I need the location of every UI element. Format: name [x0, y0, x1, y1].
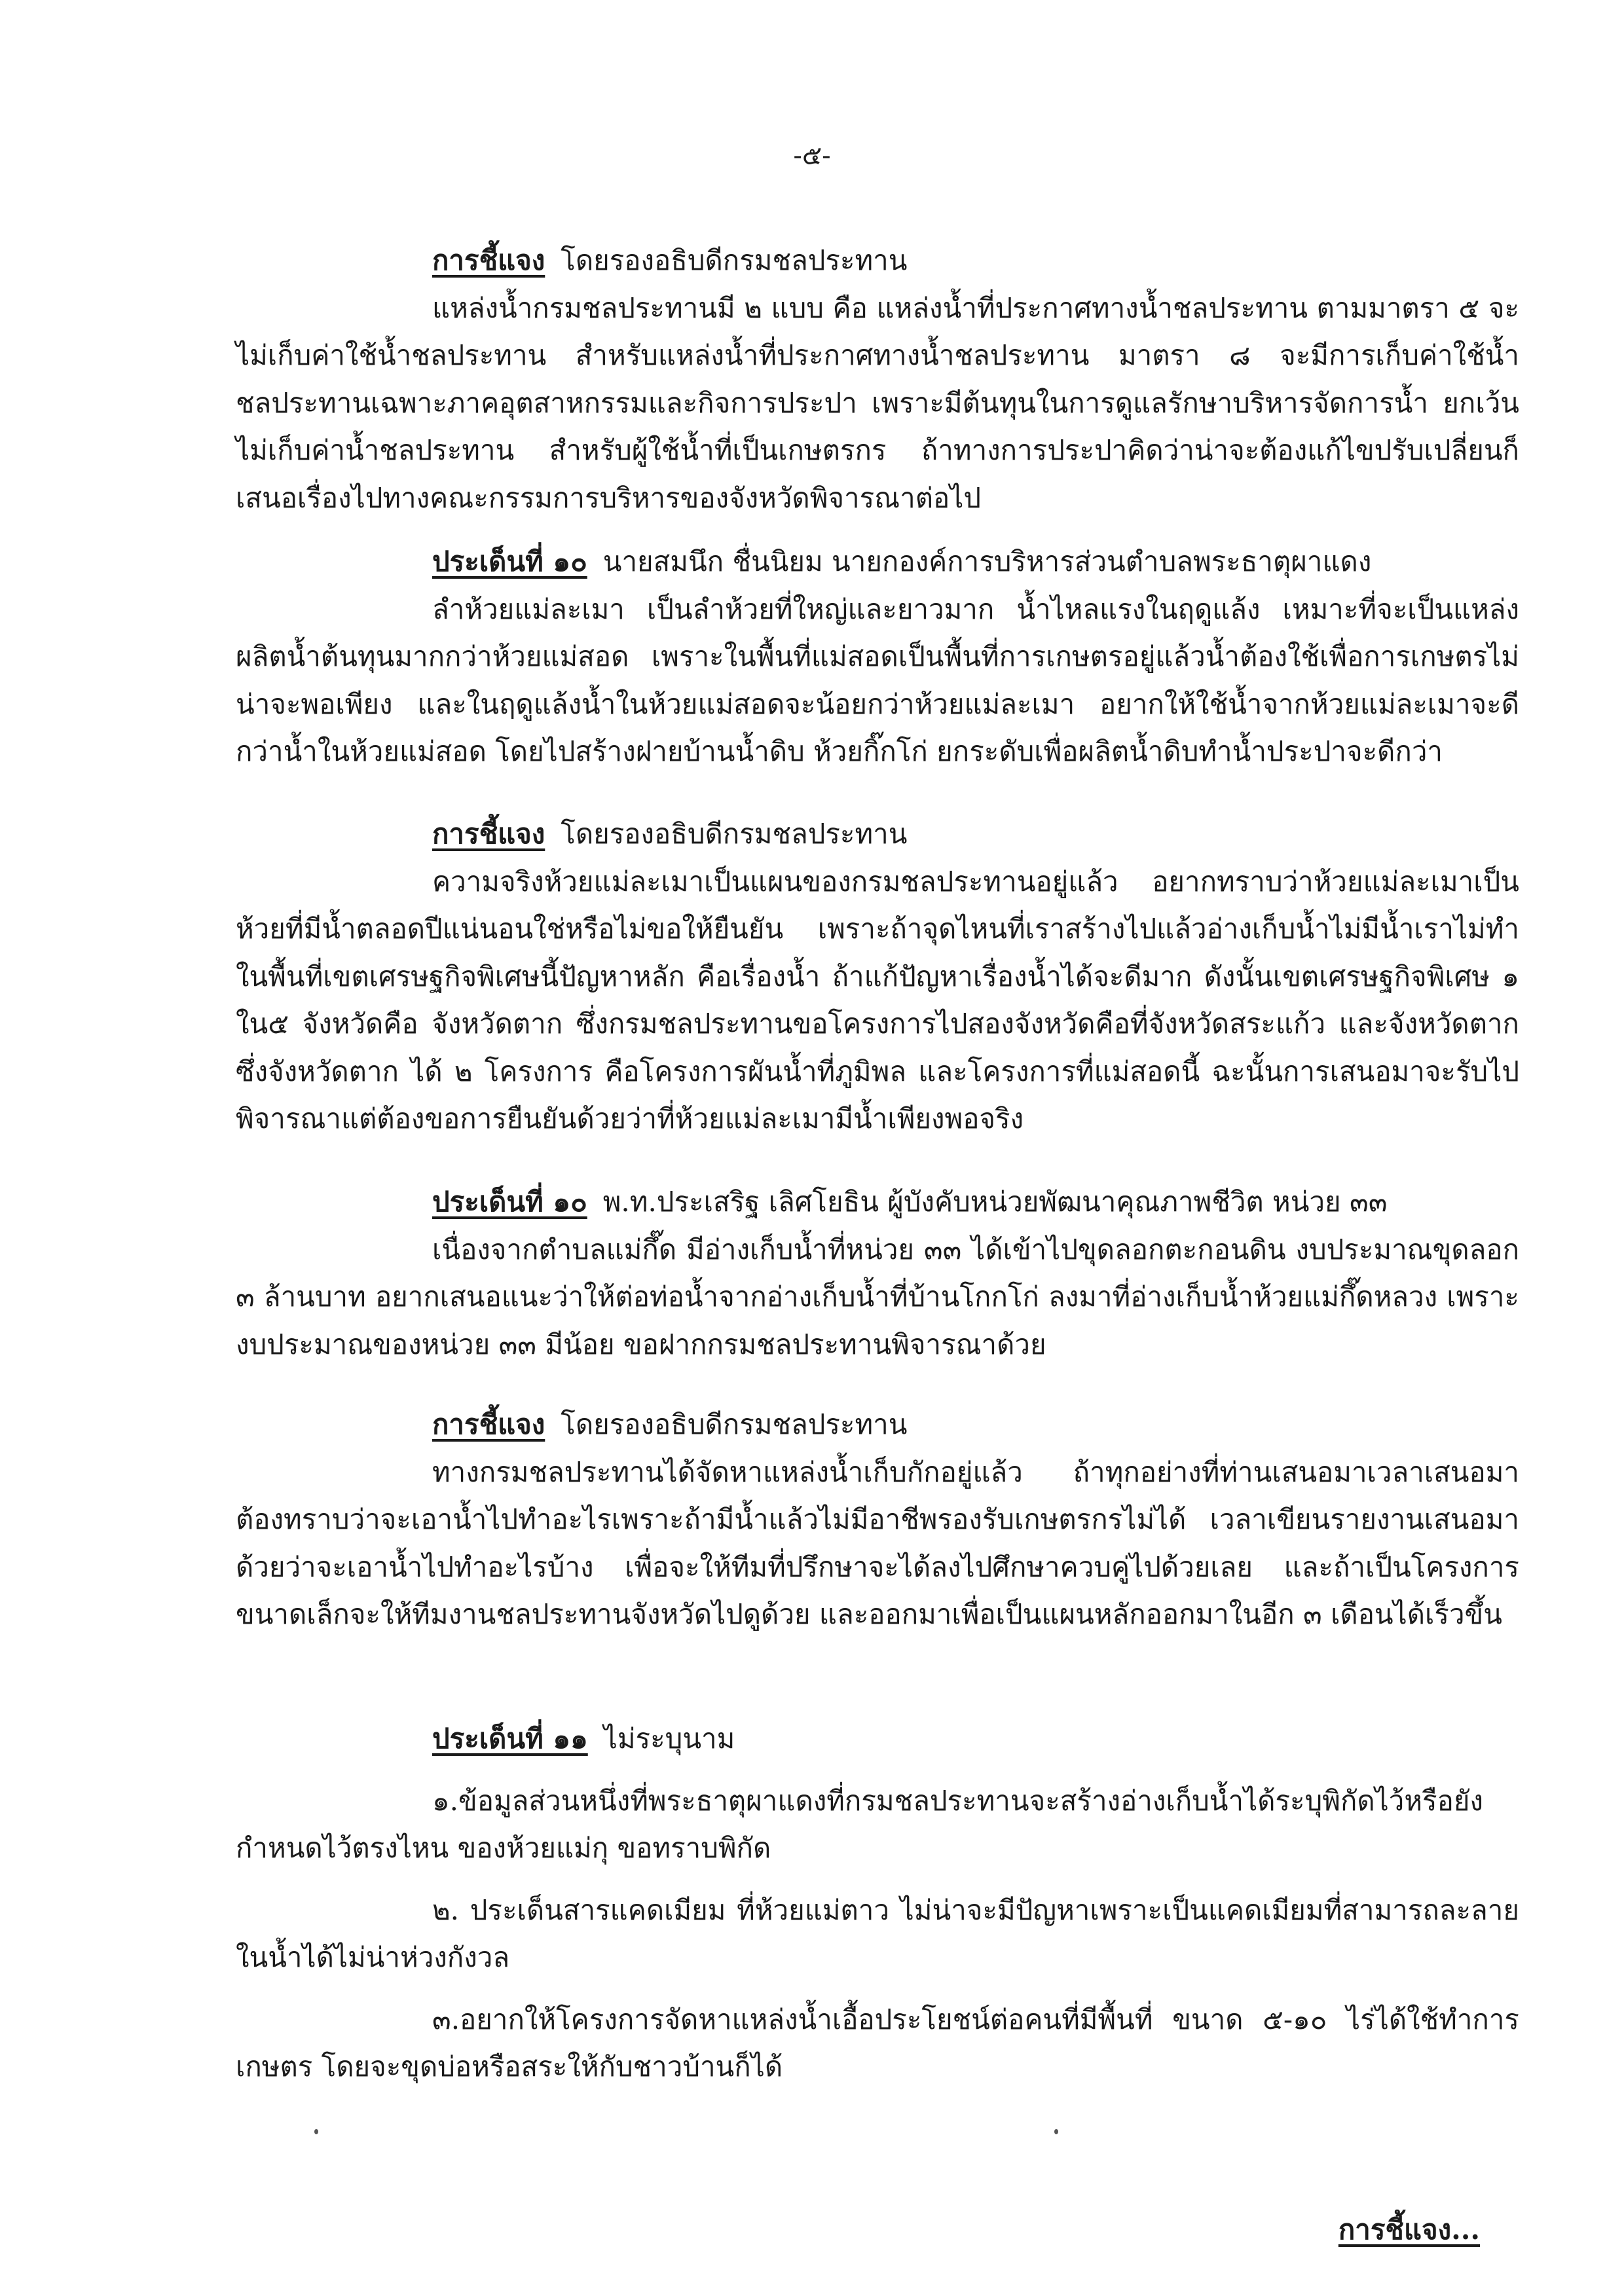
- list-item: ๒. ประเด็นสารแคดเมียม ที่ห้วยแม่ตาว ไม่น่าจะมีปัญหาเพราะเป็นแคดเมียมที่สามารถละลายในน้ำได้ไม่น่าห่วงกังวล: [236, 1893, 1519, 1973]
- list-item: ๓.อยากให้โครงการจัดหาแหล่งน้ำเอื้อประโยชน์ต่อคนที่มีพื้นที่ ขนาด ๕-๑๐ ไร่ได้ใช้ทำการเกษตร โดยจะขุดบ่อหรือสระให้กับชาวบ้านก็ได้: [236, 2003, 1519, 2083]
- list-item: ๑.ข้อมูลส่วนหนึ่งที่พระธาตุผาแดงที่กรมชลประทานจะสร้างอ่างเก็บน้ำได้ระบุพิกัดไว้หรือยังกำหนดไว้ตรงไหน ของห้วยแม่กุ ขอทราบพิกัด: [236, 1784, 1483, 1864]
- continued-marker: การชี้แจง...: [1338, 2214, 1480, 2246]
- section-heading: [236, 538, 1519, 586]
- speaker: พ.ท.ประเสริฐ เลิศโยธิน ผู้บังคับหน่วยพัฒนาคุณภาพชีวิต หน่วย ๓๓: [602, 1186, 1388, 1218]
- paragraph: ลำห้วยแม่ละเมา เป็นลำห้วยที่ใหญ่และยาวมาก น้ำไหลแรงในฤดูแล้ง เหมาะที่จะเป็นแหล่งผลิตน้ำต้นทุนมากกว่าห้วยแม่สอด เพราะในพื้นที่แม่สอดเป็นพื้นที่การเกษตรอยู่แล้วน้ำต้องใช้เพื่อการเกษตรไม่น่าจะพอเพียง และในฤดูแล้งน้ำในห้วยแม่สอดจะน้อยกว่าห้วยแม่ละเมา อยากให้ใช้น้ำจากห้วยแม่ละเมาจะดีกว่าน้ำในห้วยแม่สอด โดยไปสร้างฝายบ้านน้ำดิบ ห้วยกิ๊กโก่ ยกระดับเพื่อผลิตน้ำดิบทำน้ำประปาจะดีกว่า: [236, 592, 1519, 767]
- section-issue-10-b: [236, 1178, 1519, 1368]
- section-label: การชี้แจง: [432, 818, 545, 850]
- paragraph: เนื่องจากตำบลแม่กึ๊ด มีอ่างเก็บน้ำที่หน่วย ๓๓ ได้เข้าไปขุดลอกตะกอนดิน งบประมาณขุดลอก ๓ ล้านบาท อยากเสนอแนะว่าให้ต่อท่อน้ำจากอ่างเก็บน้ำที่บ้านโกกโก่ ลงมาที่อ่างเก็บน้ำห้วยแม่กึ๊ดหลวง เพราะงบประมาณของหน่วย ๓๓ มีน้อย ขอฝากกรมชลประทานพิจารณาด้วย: [236, 1233, 1519, 1360]
- section-heading: [236, 1178, 1519, 1226]
- speaker: โดยรองอธิบดีกรมชลประทาน: [561, 1408, 908, 1440]
- section-label: ประเด็นที่ ๑๐: [432, 545, 587, 577]
- section-issue-10-a: [236, 538, 1519, 776]
- section-heading: [236, 1401, 1519, 1449]
- speaker: โดยรองอธิบดีกรมชลประทาน: [561, 818, 908, 850]
- section-issue-11: [236, 1715, 1519, 2091]
- scan-speck: [1054, 2129, 1058, 2134]
- paragraph: แหล่งน้ำกรมชลประทานมี ๒ แบบ คือ แหล่งน้ำที่ประกาศทางน้ำชลประทาน ตามมาตรา ๕ จะไม่เก็บค่าใช้น้ำชลประทาน สำหรับแหล่งน้ำที่ประกาศทางน้ำชลประทาน มาตรา ๘ จะมีการเก็บค่าใช้น้ำชลประทานเฉพาะภาคอุตสาหกรรมและกิจการประปา เพราะมีต้นทุนในการดูแลรักษาบริหารจัดการน้ำ ยกเว้นไม่เก็บค่าน้ำชลประทาน สำหรับผู้ใช้น้ำที่เป็นเกษตรกร ถ้าทางการประปาคิดว่าน่าจะต้องแก้ไขปรับเปลี่ยนก็เสนอเรื่องไปทางคณะกรรมการบริหารของจังหวัดพิจารณาต่อไป: [236, 291, 1519, 514]
- speaker: นายสมนึก ชื่นนิยม นายกองค์การบริหารส่วนตำบลพระธาตุผาแดง: [602, 545, 1372, 577]
- page-number: -๕-: [793, 141, 831, 171]
- section-heading: [236, 1715, 1519, 1763]
- section-clarification-1: [236, 237, 1519, 522]
- section-label: ประเด็นที่ ๑๐: [432, 1186, 587, 1218]
- section-clarification-3: [236, 1401, 1519, 1639]
- section-label: การชี้แจง: [432, 1408, 545, 1440]
- paragraph: ความจริงห้วยแม่ละเมาเป็นแผนของกรมชลประทานอยู่แล้ว อยากทราบว่าห้วยแม่ละเมาเป็นห้วยที่มีน้ำตลอดปีแน่นอนใช่หรือไม่ขอให้ยืนยัน เพราะถ้าจุดไหนที่เราสร้างไปแล้วอ่างเก็บน้ำไม่มีน้ำเราไม่ทำ ในพื้นที่เขตเศรษฐกิจพิเศษนี้ปัญหาหลัก คือเรื่องน้ำ ถ้าแก้ปัญหาเรื่องน้ำได้จะดีมาก ดังนั้นเขตเศรษฐกิจพิเศษ ๑ ใน๕ จังหวัดคือ จังหวัดตาก ซึ่งกรมชลประทานขอโครงการไปสองจังหวัดคือที่จังหวัดสระแก้ว และจังหวัดตาก ซึ่งจังหวัดตาก ได้ ๒ โครงการ คือโครงการผันน้ำที่ภูมิพล และโครงการที่แม่สอดนี้ ฉะนั้นการเสนอมาจะรับไปพิจารณาแต่ต้องขอการยืนยันด้วยว่าที่ห้วยแม่ละเมามีน้ำเพียงพอจริง: [236, 865, 1519, 1135]
- section-heading: [236, 811, 1519, 858]
- scan-speck: [314, 2129, 318, 2134]
- paragraph: ทางกรมชลประทานได้จัดหาแหล่งน้ำเก็บกักอยู่แล้ว ถ้าทุกอย่างที่ท่านเสนอมาเวลาเสนอมาต้องทราบว่าจะเอาน้ำไปทำอะไรเพราะถ้ามีน้ำแล้วไม่มีอาชีพรองรับเกษตรกรไม่ได้ เวลาเขียนรายงานเสนอมาด้วยว่าจะเอาน้ำไปทำอะไรบ้าง เพื่อจะให้ทีมที่ปรึกษาจะได้ลงไปศึกษาควบคู่ไปด้วยเลย และถ้าเป็นโครงการขนาดเล็กจะให้ทีมงานชลประทานจังหวัดไปดูด้วย และออกมาเพื่อเป็นแผนหลักออกมาในอีก ๓ เดือนได้เร็วขึ้น: [236, 1455, 1519, 1630]
- section-heading: [236, 237, 1519, 285]
- section-clarification-2: [236, 811, 1519, 1143]
- section-label: การชี้แจง: [432, 244, 545, 276]
- speaker: โดยรองอธิบดีกรมชลประทาน: [561, 244, 908, 276]
- section-label: ประเด็นที่ ๑๑: [432, 1722, 588, 1755]
- speaker: ไม่ระบุนาม: [603, 1722, 735, 1755]
